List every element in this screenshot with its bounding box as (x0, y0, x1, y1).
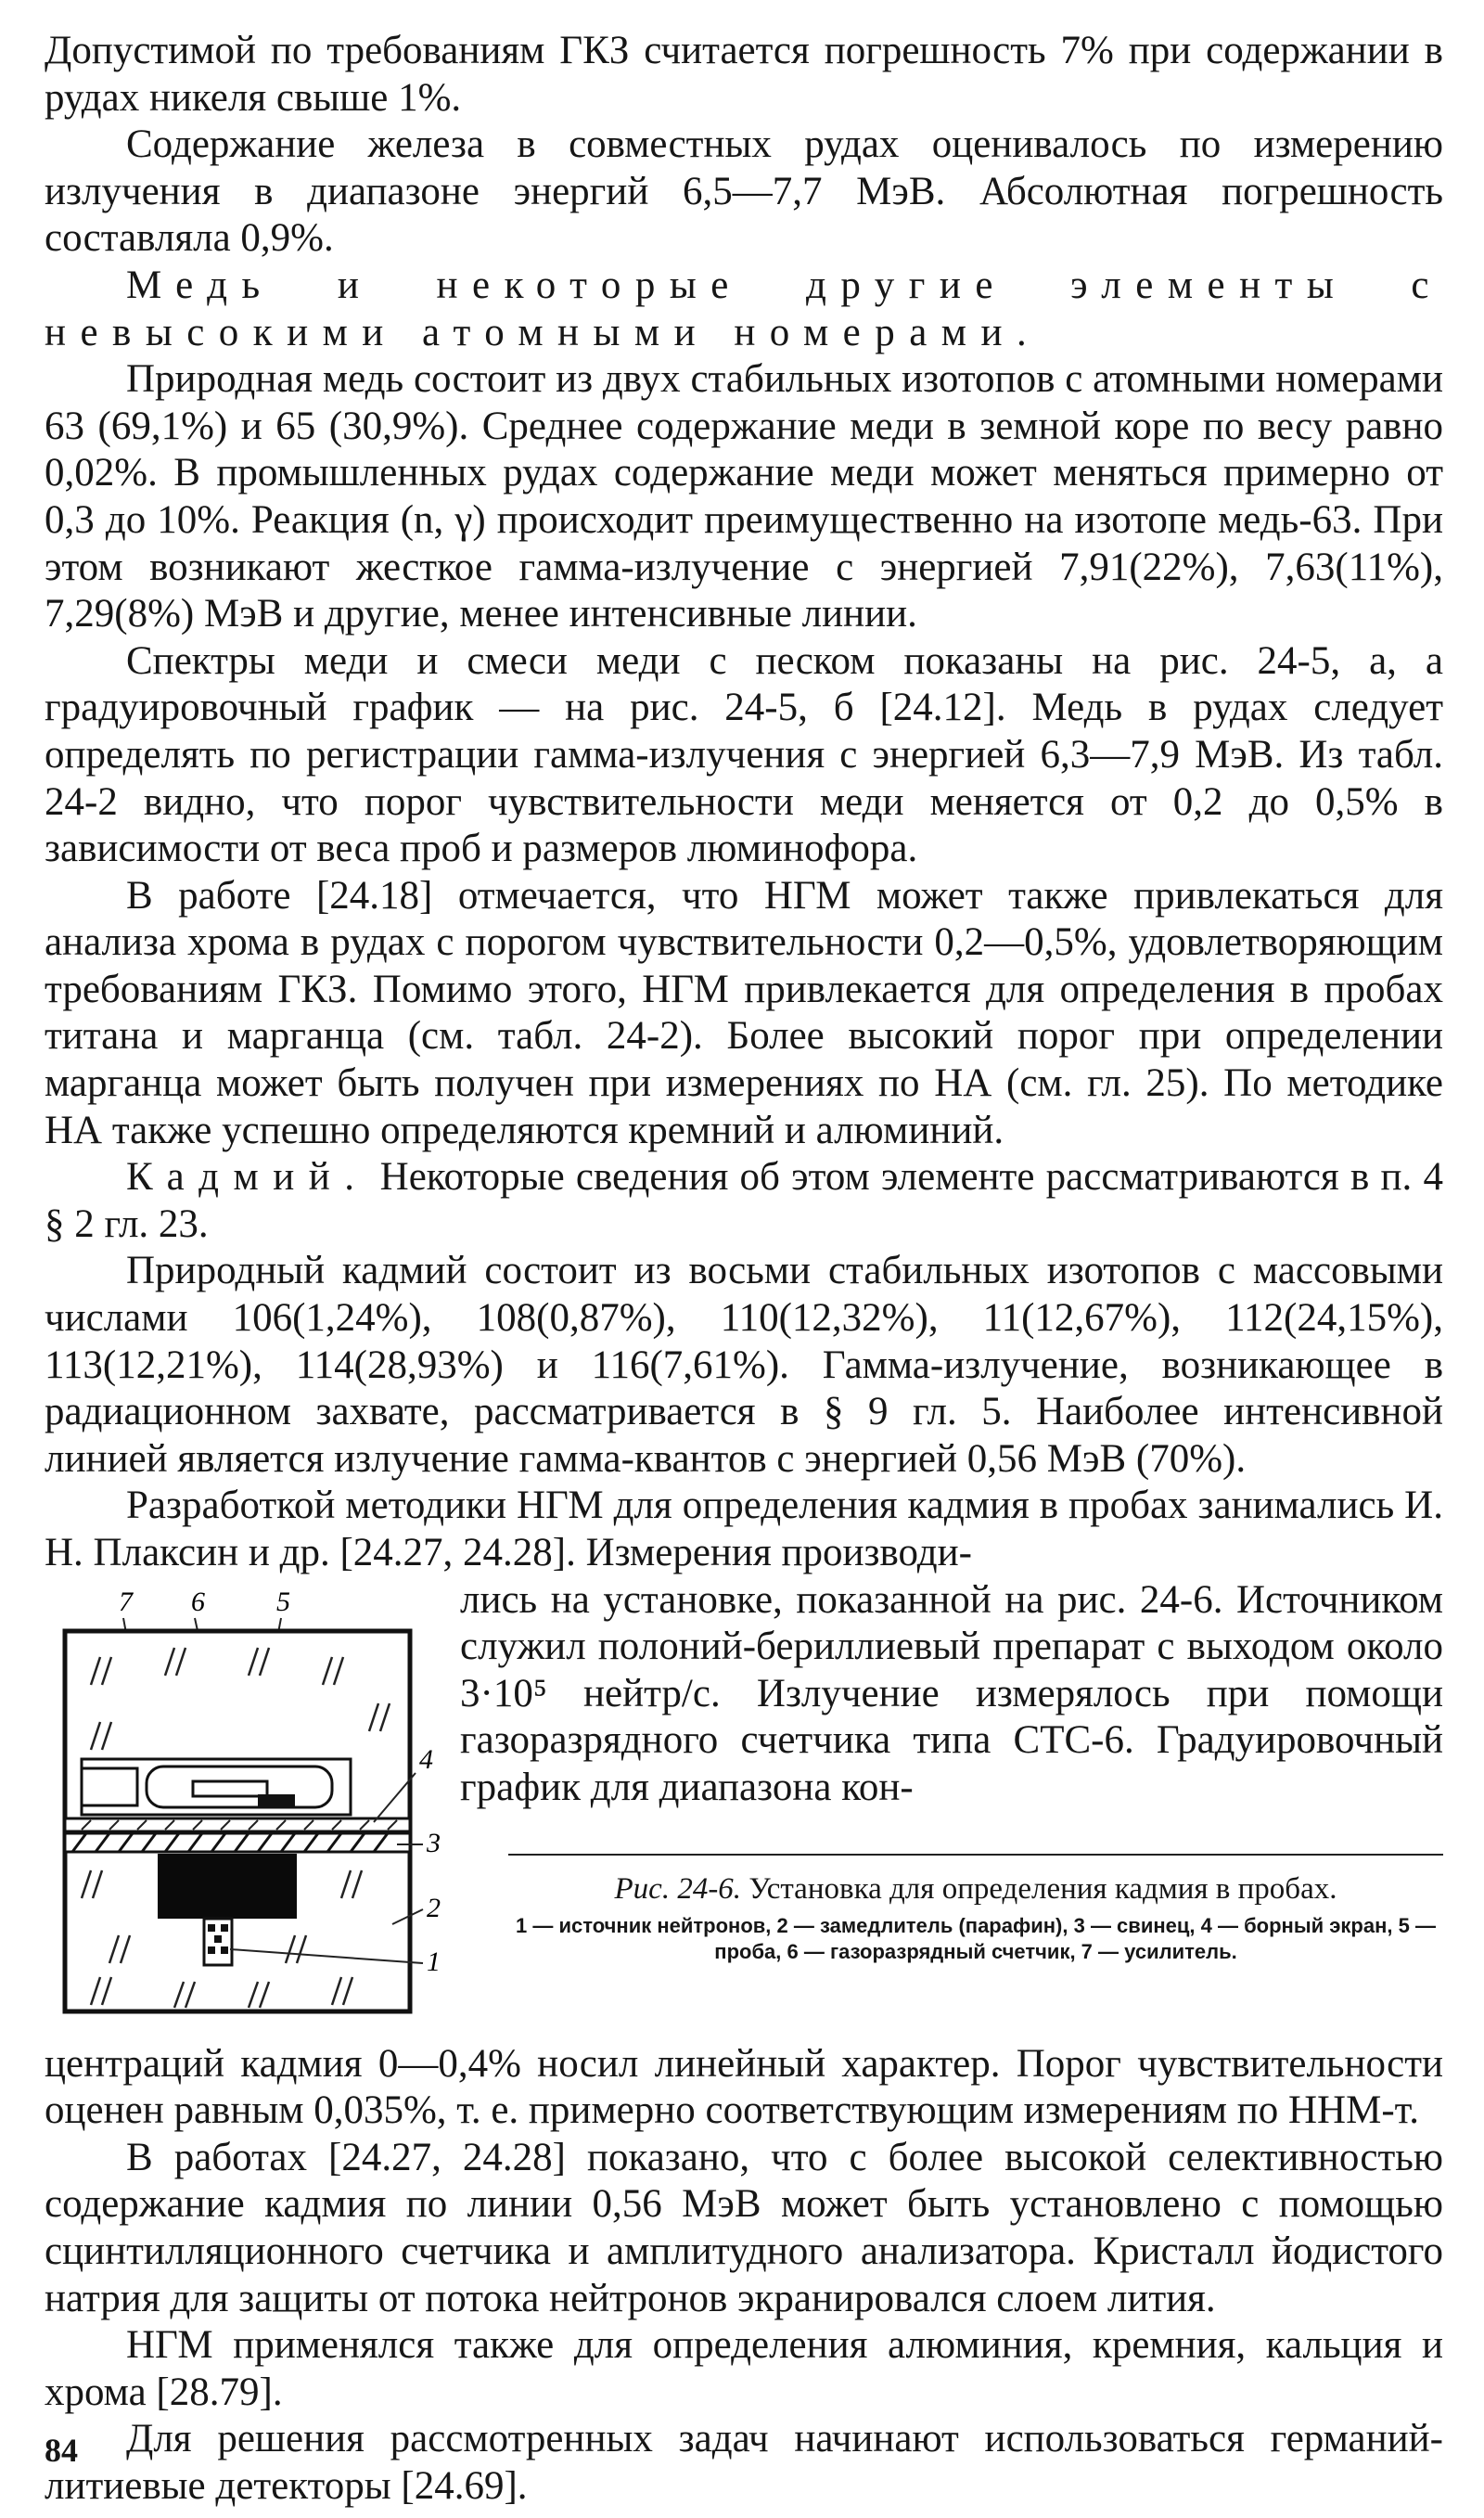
paragraph-p13 (45, 2416, 1443, 2510)
paragraph-p4 (45, 356, 1443, 638)
label-5: 5 (276, 1586, 290, 1617)
paragraph-p2 (45, 122, 1443, 263)
caption-title (508, 1870, 1443, 1908)
paragraph-p7 (45, 1154, 1443, 1248)
page-content (45, 28, 1443, 2511)
paragraph-p5 (45, 638, 1443, 873)
paragraph-text: Разработкой методики НГМ для определения кадмия в пробах занимались И. Н. Плаксин и др. [24.27, 24.28]. Измерения производи- (45, 1484, 1443, 1574)
paragraph-text: Содержание железа в совместных рудах оценивалось по измерению излучения в диапазоне энергий 6,5—7,7 МэВ. Абсолютная погрешность составляла 0,9%. (45, 122, 1443, 261)
paragraph-beside-figure: лись на установке, показанной на рис. 24-6. Источником служил полоний-бериллиевый препарат с выходом около 3·10⁵ нейтр/с. Излучение измерялось при помощи газоразрядного счетчика типа СТС-6. Градуировочный график для диапазона кон- (460, 1577, 1443, 1809)
setup-diagram (45, 1583, 453, 2037)
paragraph-text: В работах [24.27, 24.28] показано, что с более высокой селективностью содержание кадмия по линии 0,56 МэВ может быть установлено с помощью сцинтилляционного счетчика и амплитудного анализатора. Кристалл йодистого натрия для защиты от потока нейтронов экранировался слоем лития. (45, 2135, 1443, 2320)
caption-text: Установка для определения кадмия в пробах. (748, 1871, 1337, 1906)
label-6: 6 (191, 1586, 205, 1617)
paragraph-text: Природный кадмий состоит из восьми стабильных изотопов с массовыми числами 106(1,24%), 108(0,87%), 110(12,32%), 11(12,67%), 112(24,15%), 113(12,21%), 114(28,93%) и 116(7,61%). Гамма-излучение, возникающее в радиационном захвате, рассматривается в § 9 гл. 5. Наиболее интенсивной линией является излучение гамма-квантов с энергией 0,56 МэВ (70%). (45, 1249, 1443, 1481)
caption-legend: 1 — источник нейтронов, 2 — замедлитель (парафин), 3 — свинец, 4 — борный экран, 5 — проба, 6 — газоразрядный счетчик, 7 — усилитель. (516, 1913, 1436, 1963)
paragraph-text: НГМ применялся также для определения алюминия, кремния, кальция и хрома [28.79]. (45, 2323, 1443, 2414)
paragraph-p8 (45, 1248, 1443, 1483)
paragraph-text: Для решения рассмотренных задач начинают использоваться германий-литиевые детекторы [24.69]. (45, 2417, 1443, 2508)
paragraph-p1 (45, 28, 1443, 122)
text-after-figure (45, 2041, 1443, 2511)
paragraph-text: Природная медь состоит из двух стабильных изотопов с атомными номерами 63 (69,1%) и 65 (30,9%). Среднее содержание меди в земной коре по весу равно 0,02%. В промышленных рудах содержание меди может меняться примерно от 0,3 до 10%. Реакция (n, γ) происходит преимущественно на изотопе медь-63. При этом возникают жесткое гамма-излучение с энергией 7,91(22%), 7,63(11%), 7,29(8%) МэВ и другие, менее интенсивные линии. (45, 357, 1443, 636)
paragraph-text: Спектры меди и смеси меди с песком показаны на рис. 24-5, а, а градуировочный график — на рис. 24-5, б [24.12]. Медь в рудах следует определять по регистрации гамма-излучения с энергией 6,3—7,9 МэВ. Из табл. 24-2 видно, что порог чувствительности меди меняется от 0,2 до 0,5% в зависимости от веса проб и размеров люминофора. (45, 638, 1443, 871)
label-7: 7 (119, 1586, 133, 1617)
paragraph-text: Некоторые сведения об этом элементе рассматриваются в п. 4 § 2 гл. 23. (45, 1155, 1443, 1246)
paragraph-p6 (45, 873, 1443, 1155)
caption-prefix: Рис. 24-6. (614, 1871, 742, 1906)
inline-heading: Медь и некоторые другие элементы с невысокими атомными номерами. (45, 263, 1443, 354)
paragraph-p11 (45, 2135, 1443, 2322)
text-beside-figure (460, 1577, 1443, 1812)
figure-caption (508, 1854, 1443, 1965)
inline-heading: Кадмий. (126, 1155, 369, 1200)
paragraph-p3 (45, 263, 1443, 356)
paragraph-text: В работе [24.18] отмечается, что НГМ может также привлекаться для анализа хрома в рудах с порогом чувствительности 0,2—0,5%, удовлетворяющим требованиям ГКЗ. Помимо этого, НГМ привлекается для определения в пробах титана и марганца (см. табл. 24-2). Более высокий порог при определении марганца может быть получен при измерениях по НА (см. гл. 25). По методике НА также успешно определяются кремний и алюминий. (45, 873, 1443, 1152)
paragraph-text: Допустимой по требованиям ГКЗ считается погрешность 7% при содержании в рудах никеля свыше 1%. (45, 29, 1443, 120)
paragraph-p12 (45, 2322, 1443, 2416)
label-1: 1 (427, 1946, 441, 1977)
label-2: 2 (427, 1892, 441, 1923)
figure-block (45, 1577, 1443, 2041)
paragraph-p9 (45, 1483, 1443, 1576)
page-number: 84 (45, 2432, 78, 2469)
paragraph-text: центраций кадмия 0—0,4% носил линейный характер. Порог чувствительности оценен равным 0,035%, т. е. примерно соответствующим измерениям по ННМ-т. (45, 2041, 1443, 2133)
label-3: 3 (427, 1827, 441, 1858)
text-before-figure (45, 28, 1443, 1577)
paragraph-p10 (45, 2041, 1443, 2135)
label-4: 4 (419, 1743, 433, 1775)
